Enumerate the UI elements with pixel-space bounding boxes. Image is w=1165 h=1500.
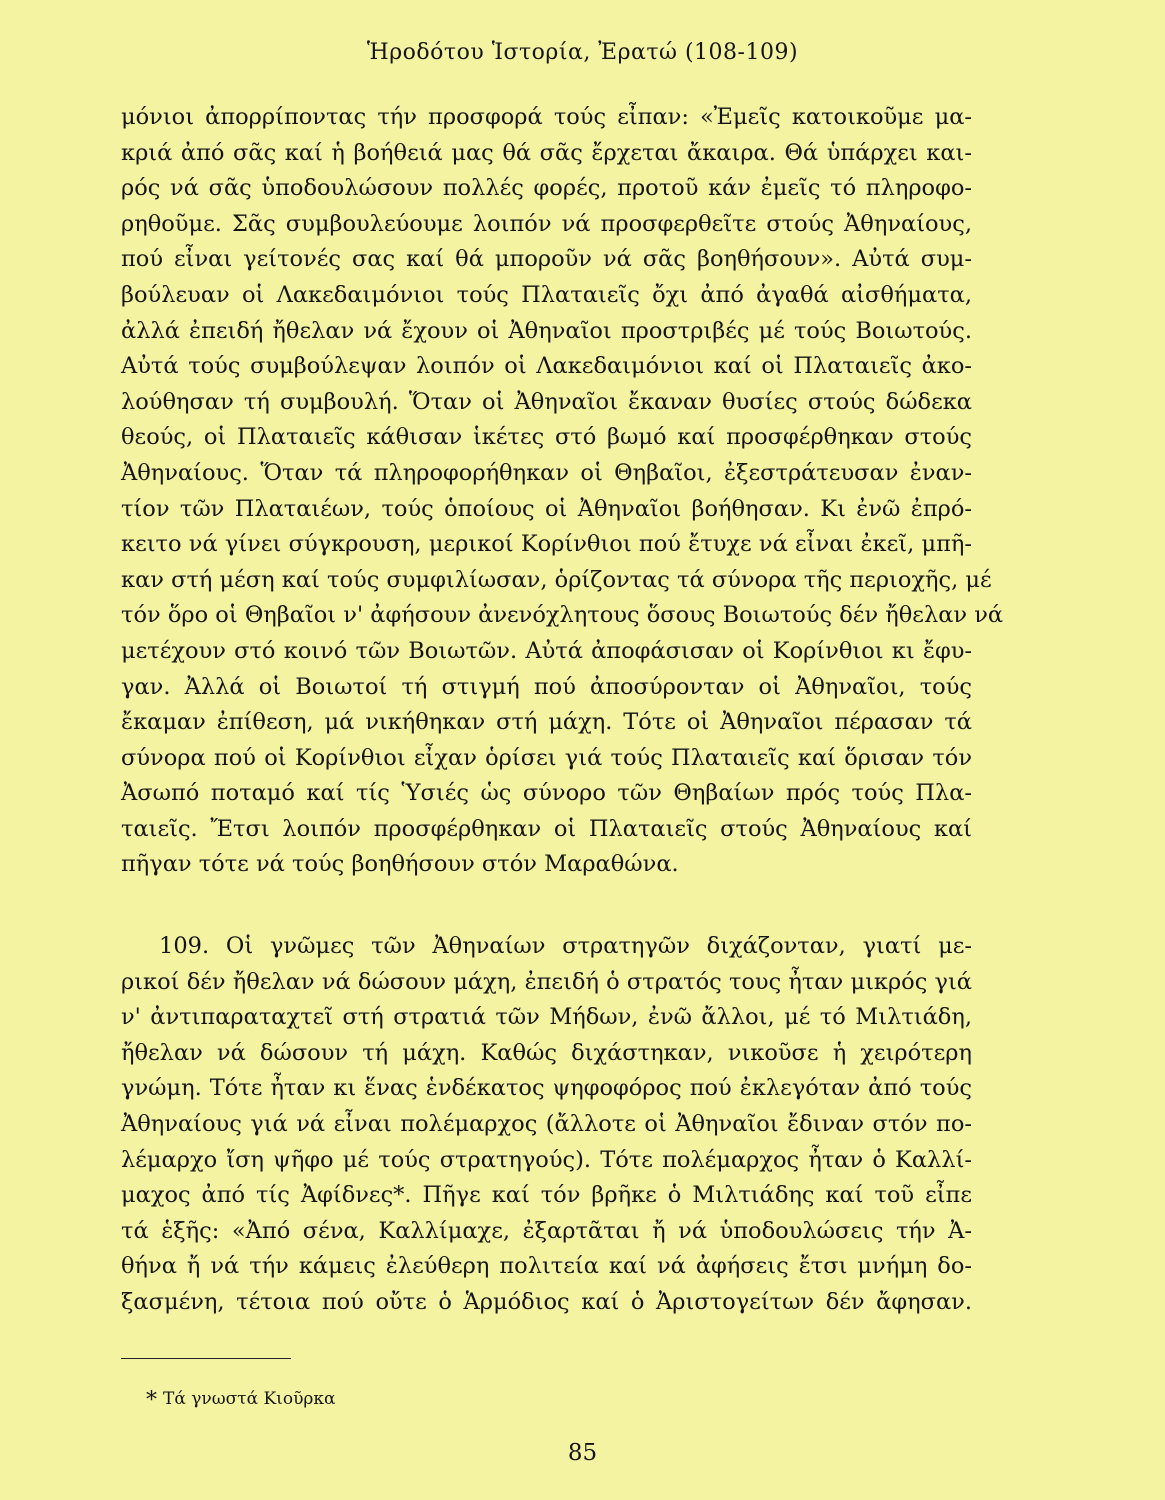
text-line: θήνα ἤ νά τήν κάμεις ἐλεύθερη πολιτεία καί νά ἀφήσεις ἔτσι μνήμη δο- bbox=[121, 1253, 972, 1280]
text-line: θεούς, οἱ Πλαταιεῖς κάθισαν ἱκέτες στό βωμό καί προσφέρθηκαν στούς bbox=[121, 424, 972, 451]
text-line: γαν. Ἀλλά οἱ Βοιωτοί τή στιγμή πού ἀποσύρονταν οἱ Ἀθηναῖοι, τούς bbox=[121, 673, 972, 700]
text-line: Αὐτά τούς συμβούλεψαν λοιπόν οἱ Λακεδαιμόνιοι καί οἱ Πλαταιεῖς ἀκο- bbox=[121, 353, 972, 380]
text-line: μαχος ἀπό τίς Ἀφίδνες*. Πῆγε καί τόν βρῆκε ὁ Μιλτιάδης καί τοῦ εἶπε bbox=[121, 1182, 972, 1209]
text-line: ρικοί δέν ἤθελαν νά δώσουν μάχη, ἐπειδή ὁ στρατός τους ἦταν μικρός γιά bbox=[121, 968, 972, 995]
text-line: ἤθελαν νά δώσουν τή μάχη. Καθώς διχάστηκαν, νικοῦσε ἡ χειρότερη bbox=[121, 1039, 972, 1066]
paragraph-108-continuation bbox=[121, 100, 1004, 883]
text-line: σύνορα πού οἱ Κορίνθιοι εἶχαν ὁρίσει γιά τούς Πλαταιεῖς καί ὅρισαν τόν bbox=[121, 744, 972, 771]
footnote-divider bbox=[121, 1358, 291, 1359]
text-line: λέμαρχο ἴση ψῆφο μέ τούς στρατηγούς). Τότε πολέμαρχος ἦταν ὁ Καλλί- bbox=[121, 1146, 972, 1173]
text-line: ν' ἀντιπαραταχτεῖ στή στρατιά τῶν Μήδων, ἐνῶ ἄλλοι, μέ τό Μιλτιάδη, bbox=[121, 1004, 972, 1031]
page-number: 85 bbox=[567, 1440, 598, 1466]
text-line: ἀλλά ἐπειδή ἤθελαν νά ἔχουν οἱ Ἀθηναῖοι προστριβές μέ τούς Βοιωτούς. bbox=[121, 317, 972, 344]
text-line: πού εἶναι γείτονές σας καί θά μποροῦν νά σᾶς βοηθήσουν». Αὐτά συμ- bbox=[121, 246, 972, 273]
footnote bbox=[146, 1388, 336, 1413]
text-line: Ἀθηναίους γιά νά εἶναι πολέμαρχος (ἄλλοτε οἱ Ἀθηναῖοι ἔδιναν στόν πο- bbox=[121, 1110, 972, 1137]
footnote-text: Τά γνωστά Κιοῦρκα bbox=[163, 1389, 336, 1409]
text-line: μετέχουν στό κοινό τῶν Βοιωτῶν. Αὐτά ἀποφάσισαν οἱ Κορίνθιοι κι ἔφυ- bbox=[121, 637, 972, 664]
footnote-marker: * bbox=[146, 1388, 157, 1413]
text-line: γνώμη. Τότε ἦταν κι ἕνας ἑνδέκατος ψηφοφόρος πού ἐκλεγόταν ἀπό τούς bbox=[121, 1075, 972, 1102]
paragraph-109 bbox=[121, 929, 972, 1321]
text-line: κειτο νά γίνει σύγκρουση, μερικοί Κορίνθιοι πού ἔτυχε νά εἶναι ἐκεῖ, μπῆ- bbox=[121, 531, 972, 558]
text-line: Ἀσωπό ποταμό καί τίς Ὑσιές ὡς σύνορο τῶν Θηβαίων πρός τούς Πλα- bbox=[121, 780, 972, 807]
text-line: τίον τῶν Πλαταιέων, τούς ὁποίους οἱ Ἀθηναῖοι βοήθησαν. Κι ἐνῶ ἐπρό- bbox=[121, 495, 972, 522]
text-line: ἔκαμαν ἐπίθεση, μά νικήθηκαν στή μάχη. Τότε οἱ Ἀθηναῖοι πέρασαν τά bbox=[121, 709, 972, 736]
text-line: κριά ἀπό σᾶς καί ἡ βοήθειά μας θά σᾶς ἔρχεται ἄκαιρα. Θά ὑπάρχει και- bbox=[121, 139, 972, 166]
text-line: βούλευαν οἱ Λακεδαιμόνιοι τούς Πλαταιεῖς ὄχι ἀπό ἀγαθά αἰσθήματα, bbox=[121, 281, 972, 308]
text-line: μόνιοι ἀπορρίποντας τήν προσφορά τούς εἶπαν: «Ἐμεῖς κατοικοῦμε μα- bbox=[121, 104, 972, 130]
text-line: καν στή μέση καί τούς συμφιλίωσαν, ὁρίζοντας τά σύνορα τῆς περιοχῆς, μέ bbox=[121, 566, 992, 593]
text-line-indented: 109. Οἱ γνῶμες τῶν Ἀθηναίων στρατηγῶν διχάζονταν, γιατί με- bbox=[159, 933, 972, 959]
text-line: πῆγαν τότε νά τούς βοηθήσουν στόν Μαραθώνα. bbox=[121, 851, 679, 878]
text-line: λούθησαν τή συμβουλή. Ὅταν οἱ Ἀθηναῖοι ἔκαναν θυσίες στούς δώδεκα bbox=[121, 388, 972, 415]
running-head: Ἡροδότου Ἱστορία, Ἐρατώ (108-109) bbox=[366, 40, 799, 65]
text-line: ρηθοῦμε. Σᾶς συμβουλεύουμε λοιπόν νά προσφερθεῖτε στούς Ἀθηναίους, bbox=[121, 210, 972, 237]
text-line: ταιεῖς. Ἔτσι λοιπόν προσφέρθηκαν οἱ Πλαταιεῖς στούς Ἀθηναίους καί bbox=[121, 815, 972, 842]
text-line: ρός νά σᾶς ὑποδουλώσουν πολλές φορές, προτοῦ κάν ἐμεῖς τό πληροφο- bbox=[121, 175, 972, 202]
text-line: Ἀθηναίους. Ὅταν τά πληροφορήθηκαν οἱ Θηβαῖοι, ἐξεστράτευσαν ἐναν- bbox=[121, 459, 972, 486]
text-line: τά ἑξῆς: «Ἀπό σένα, Καλλίμαχε, ἐξαρτᾶται ἤ νά ὑποδουλώσεις τήν Ἀ- bbox=[121, 1217, 972, 1244]
text-line: ξασμένη, τέτοια πού οὔτε ὁ Ἁρμόδιος καί ὁ Ἀριστογείτων δέν ἄφησαν. bbox=[121, 1288, 972, 1315]
text-line: τόν ὅρο οἱ Θηβαῖοι ν' ἀφήσουν ἀνενόχλητους ὅσους Βοιωτούς δέν ἤθελαν νά bbox=[121, 602, 1004, 629]
